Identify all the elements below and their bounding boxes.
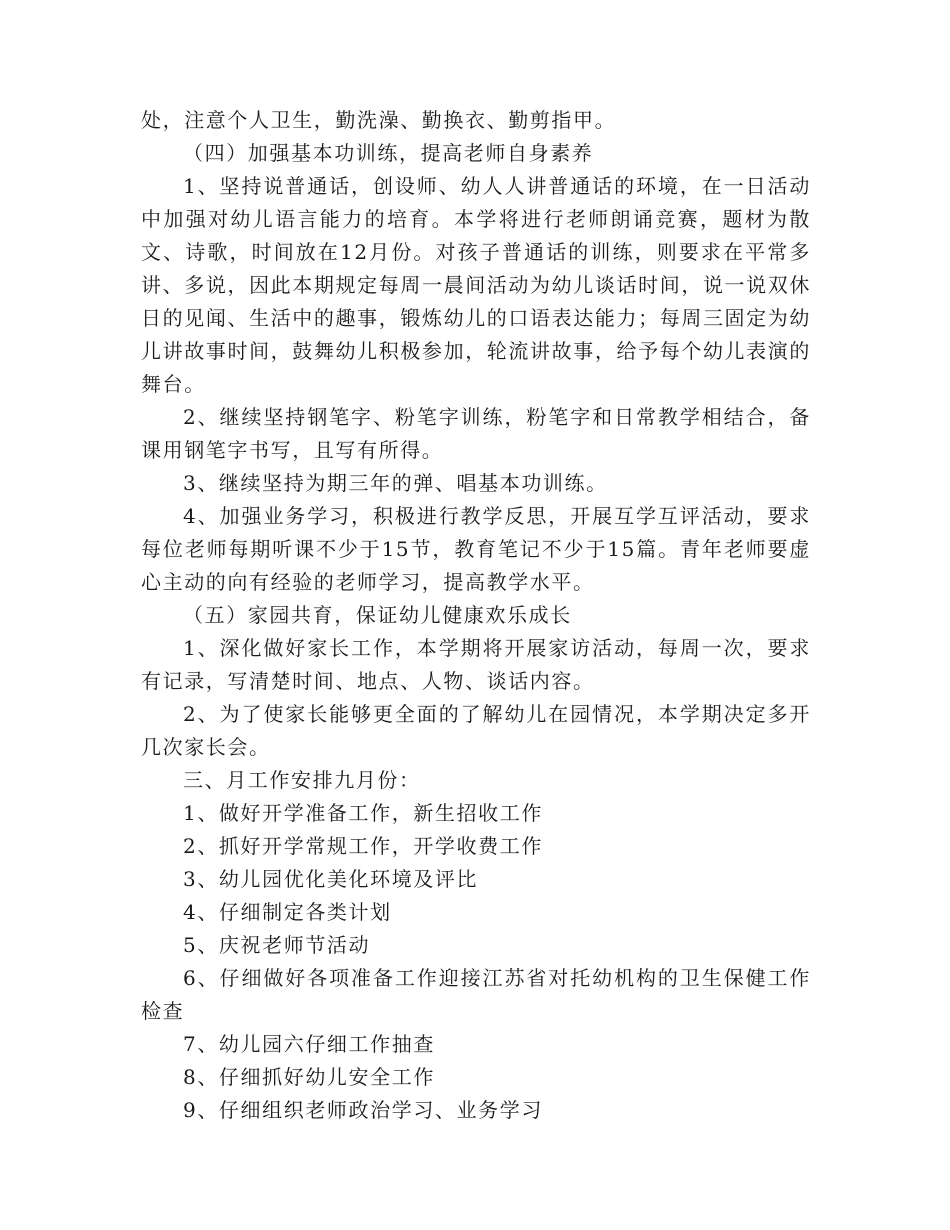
- document-body: [141, 104, 811, 1127]
- list-item: 9、仔细组织老师政治学习、业务学习: [183, 1098, 543, 1122]
- paragraph-item: 2、继续坚持钢笔字、粉笔字训练，粉笔字和日常教学相结合，备课用钢笔字书写，且写有所得。: [141, 405, 811, 462]
- list-item: 2、抓好开学常规工作，开学收费工作: [183, 834, 543, 858]
- list-item: 1、做好开学准备工作，新生招收工作: [183, 801, 543, 825]
- list-item: 3、幼儿园优化美化环境及评比: [183, 867, 479, 891]
- list-item: 6、仔细做好各项准备工作迎接江苏省对托幼机构的卫生保健工作检查: [141, 966, 811, 1023]
- list-item: 4、仔细制定各类计划: [183, 900, 392, 924]
- paragraph-item: 2、为了使家长能够更全面的了解幼儿在园情况，本学期决定多开几次家长会。: [141, 702, 811, 759]
- section-heading-5: （五）家园共育，保证幼儿健康欢乐成长: [183, 603, 572, 627]
- paragraph-item: 1、坚持说普通话，创设师、幼人人讲普通话的环境，在一日活动中加强对幼儿语言能力的培育。本学将进行老师朗诵竞赛，题材为散文、诗歌，时间放在12月份。对孩子普通话的训练，则要求在平常多讲、多说，因此本期规定每周一晨间活动为幼儿谈话时间，说一说双休日的见闻、生活中的趣事，锻炼幼儿的口语表达能力；每周三固定为幼儿讲故事时间，鼓舞幼儿积极参加，轮流讲故事，给予每个幼儿表演的舞台。: [141, 174, 811, 396]
- section-heading-3: 三、月工作安排九月份：: [183, 768, 421, 792]
- list-item: 8、仔细抓好幼儿安全工作: [183, 1065, 435, 1089]
- paragraph-item: 1、深化做好家长工作，本学期将开展家访活动，每周一次，要求有记录，写清楚时间、地点、人物、谈话内容。: [141, 636, 811, 693]
- paragraph-item: 3、继续坚持为期三年的弹、唱基本功训练。: [183, 471, 608, 495]
- list-item: 5、庆祝老师节活动: [183, 933, 371, 957]
- list-item: 7、幼儿园六仔细工作抽查: [183, 1032, 435, 1056]
- section-heading-4: （四）加强基本功训练，提高老师自身素养: [183, 141, 594, 165]
- paragraph-continuation: 处，注意个人卫生，勤洗澡、勤换衣、勤剪指甲。: [141, 108, 617, 132]
- paragraph-item: 4、加强业务学习，积极进行教学反思，开展互学互评活动，要求每位老师每期听课不少于15节，教育笔记不少于15篇。青年老师要虚心主动的向有经验的老师学习，提高教学水平。: [141, 504, 811, 594]
